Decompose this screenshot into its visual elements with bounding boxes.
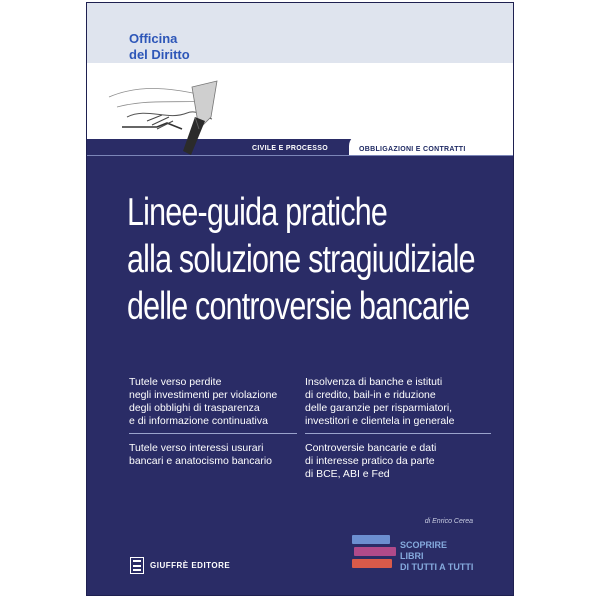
- series-name: [129, 31, 190, 63]
- tab-civile-e-processo: CIVILE E PROCESSO: [252, 145, 328, 152]
- watermark-line-2: LIBRI: [400, 551, 424, 561]
- author-credit: di Enrico Cerea: [424, 518, 473, 525]
- tab-obbligazioni-e-contratti: [349, 134, 513, 155]
- topic-divider: [305, 433, 491, 434]
- books-stack-icon: [352, 535, 396, 571]
- topic-line: bancari e anatocismo bancario: [129, 455, 273, 467]
- topics-left-column: [129, 376, 297, 468]
- watermark: [400, 540, 473, 573]
- topic-line: Insolvenza di banche e istituti: [305, 376, 443, 388]
- publisher-logo-icon: [130, 557, 144, 574]
- topic-divider: [129, 433, 297, 434]
- topic-line: Tutele verso perdite: [129, 376, 222, 388]
- watermark-line-3: DI TUTTI A TUTTI: [400, 562, 474, 572]
- topic-line: negli investimenti per violazione: [129, 389, 278, 401]
- topic-line: di credito, bail-in e riduzione: [305, 389, 436, 401]
- title-line-2: alla soluzione stragiudiziale: [127, 238, 475, 281]
- series-line-1: Officina: [129, 31, 178, 46]
- title-line-3: delle controversie bancarie: [127, 285, 470, 328]
- publisher-name: GIUFFRÈ EDITORE: [150, 561, 231, 570]
- fountain-pen-illustration: [107, 77, 237, 157]
- title-line-1: Linee-guida pratiche: [127, 191, 388, 234]
- topic-line: di BCE, ABI e Fed: [305, 468, 390, 480]
- tab-obbligazioni-label: OBBLIGAZIONI E CONTRATTI: [359, 146, 466, 153]
- topics-right-column: [305, 376, 491, 481]
- topic-line: e di informazione continuativa: [129, 415, 268, 427]
- topic-line: Controversie bancarie e dati: [305, 442, 437, 454]
- book-title: [127, 189, 501, 330]
- divider-line: [87, 155, 513, 156]
- publisher-mark: [130, 557, 230, 574]
- topic-line: delle garanzie per risparmiatori,: [305, 402, 453, 414]
- topic-line: investitori e clientela in generale: [305, 415, 455, 427]
- book-cover: [87, 3, 513, 595]
- watermark-line-1: SCOPRIRE: [400, 540, 448, 550]
- topic-line: Tutele verso interessi usurari: [129, 442, 264, 454]
- topic-line: di interesse pratico da parte: [305, 455, 435, 467]
- series-line-2: del Diritto: [129, 47, 190, 62]
- topic-line: degli obblighi di trasparenza: [129, 402, 260, 414]
